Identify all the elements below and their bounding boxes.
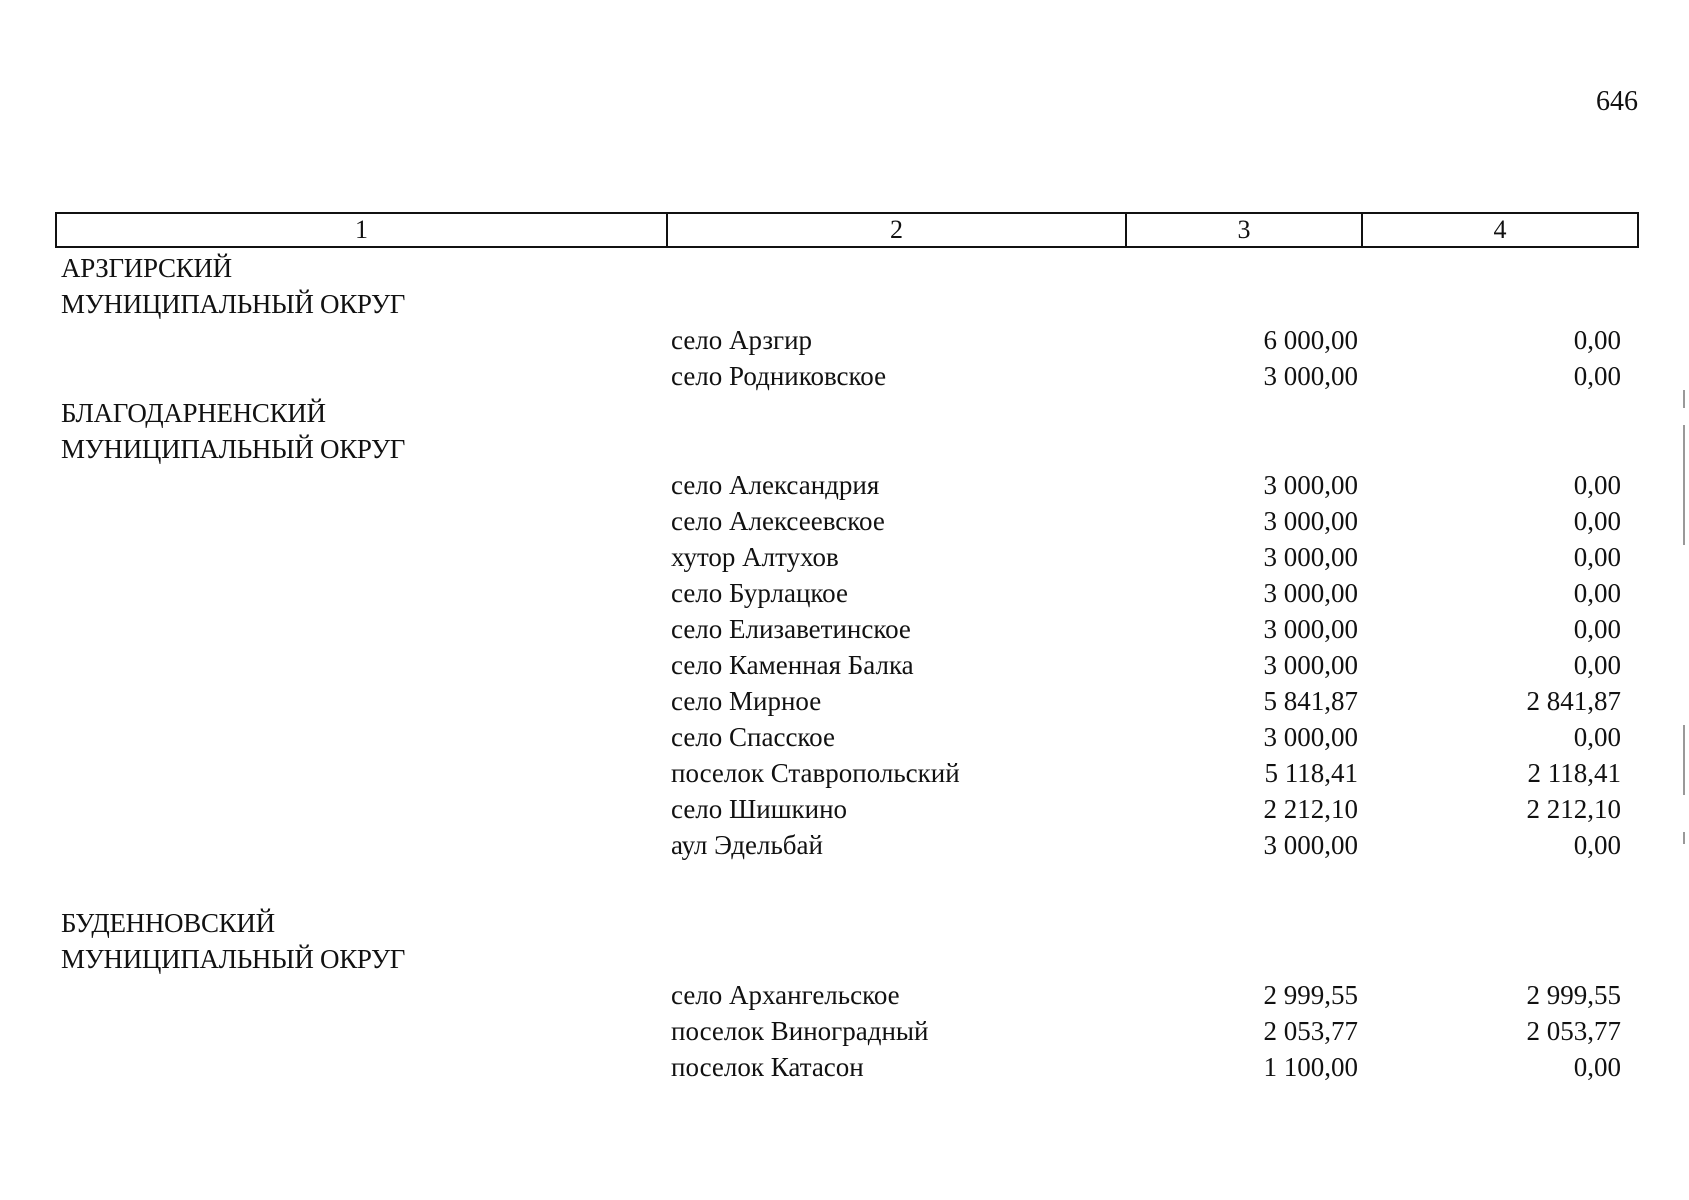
district-name-line2: МУНИЦИПАЛЬНЫЙ ОКРУГ: [61, 944, 406, 974]
value-col4: 2 053,77: [1526, 1016, 1621, 1046]
value-col4: 2 212,10: [1526, 794, 1621, 824]
value-col3: 3 000,00: [1263, 470, 1358, 500]
table-row: [0, 503, 1689, 539]
table-row: [0, 575, 1689, 611]
settlement-name: аул Эдельбай: [671, 830, 823, 860]
value-col4: 2 999,55: [1526, 980, 1621, 1010]
table-row: [0, 1049, 1689, 1085]
table-header: [55, 212, 1639, 248]
value-col4: 0,00: [1573, 578, 1621, 608]
value-col3: 3 000,00: [1263, 506, 1358, 536]
value-col3: 6 000,00: [1263, 325, 1358, 355]
value-col3: 3 000,00: [1263, 722, 1358, 752]
value-col3: 5 118,41: [1264, 758, 1358, 788]
value-col4: 0,00: [1573, 361, 1621, 391]
value-col4: 0,00: [1573, 1052, 1621, 1082]
scan-artifact: [1683, 725, 1685, 795]
value-col4: 0,00: [1573, 722, 1621, 752]
value-col3: 3 000,00: [1263, 650, 1358, 680]
value-col3: 3 000,00: [1263, 578, 1358, 608]
settlement-name: село Каменная Балка: [671, 650, 914, 680]
value-col3: 3 000,00: [1263, 614, 1358, 644]
column-header-4: 4: [1493, 215, 1507, 244]
page-number: 646: [1596, 86, 1638, 117]
settlement-name: село Спасское: [671, 722, 835, 752]
settlement-name: поселок Ставропольский: [671, 758, 960, 788]
settlement-name: село Шишкино: [671, 794, 848, 824]
value-col3: 2 999,55: [1263, 980, 1358, 1010]
value-col3: 3 000,00: [1263, 830, 1358, 860]
scan-artifact: [1683, 425, 1685, 545]
settlement-name: село Архангельское: [671, 980, 900, 1010]
table-row: [0, 827, 1689, 863]
settlement-name: село Арзгир: [671, 325, 813, 355]
column-header-2: 2: [668, 214, 1127, 246]
settlement-name: хутор Алтухов: [671, 542, 839, 572]
table-row: [0, 611, 1689, 647]
value-col4: 2 841,87: [1526, 686, 1621, 716]
district-name-line2: МУНИЦИПАЛЬНЫЙ ОКРУГ: [61, 289, 406, 319]
district-name-line2: МУНИЦИПАЛЬНЫЙ ОКРУГ: [61, 434, 406, 464]
value-col4: 0,00: [1573, 325, 1621, 355]
table-row: [0, 755, 1689, 791]
district-name-line1: БЛАГОДАРНЕНСКИЙ: [61, 398, 326, 428]
scan-artifact: [1683, 390, 1685, 408]
value-col4: 0,00: [1573, 830, 1621, 860]
table-row: [0, 647, 1689, 683]
settlement-name: поселок Виноградный: [671, 1016, 929, 1046]
value-col3: 2 212,10: [1263, 794, 1358, 824]
column-header-3: 3: [1127, 214, 1363, 246]
value-col3: 2 053,77: [1263, 1016, 1358, 1046]
table-row: [0, 683, 1689, 719]
value-col4: 0,00: [1573, 614, 1621, 644]
table-row: [0, 977, 1689, 1013]
settlement-name: село Александрия: [671, 470, 880, 500]
settlement-name: село Бурлацкое: [671, 578, 848, 608]
district-name: [61, 250, 405, 322]
value-col4: 0,00: [1573, 650, 1621, 680]
table-row: [0, 539, 1689, 575]
table-row: [0, 719, 1689, 755]
settlement-name: поселок Катасон: [671, 1052, 864, 1082]
value-col4: 2 118,41: [1527, 758, 1621, 788]
value-col3: 5 841,87: [1263, 686, 1358, 716]
district-name: [61, 905, 405, 977]
table-row: [0, 358, 1689, 394]
value-col4: 0,00: [1573, 470, 1621, 500]
district-name: [61, 395, 405, 467]
value-col3: 1 100,00: [1263, 1052, 1358, 1082]
district-name-line1: БУДЕННОВСКИЙ: [61, 908, 275, 938]
value-col3: 3 000,00: [1263, 542, 1358, 572]
settlement-name: село Родниковское: [671, 361, 887, 391]
value-col4: 0,00: [1573, 506, 1621, 536]
district-name-line1: АРЗГИРСКИЙ: [61, 253, 232, 283]
table-row: [0, 1013, 1689, 1049]
value-col4: 0,00: [1573, 542, 1621, 572]
column-header-1: 1: [57, 214, 668, 246]
settlement-name: село Мирное: [671, 686, 822, 716]
settlement-name: село Елизаветинское: [671, 614, 911, 644]
table-row: [0, 322, 1689, 358]
table-row: [0, 791, 1689, 827]
settlement-name: село Алексеевское: [671, 506, 885, 536]
table-row: [0, 467, 1689, 503]
value-col3: 3 000,00: [1263, 361, 1358, 391]
scan-artifact: [1683, 832, 1685, 844]
